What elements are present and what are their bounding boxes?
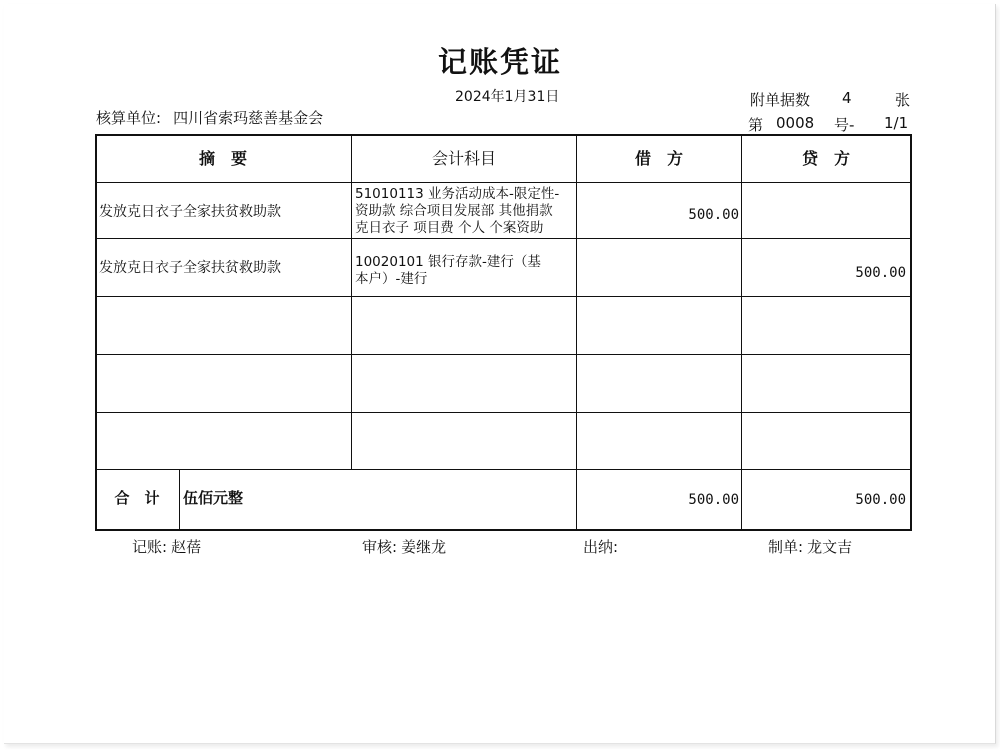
attachment-count (750, 89, 912, 109)
attachment-number: 4 (842, 89, 852, 107)
row-1-account-line: 克日衣子 项目费 个人 个案资助 (355, 220, 544, 236)
row-1-account-line: 资助款 综合项目发展部 其他捐款 (355, 203, 553, 219)
cashier (583, 536, 622, 557)
bookkeeper (132, 536, 201, 557)
accounting-unit-name: 四川省索玛慈善基金会 (173, 109, 324, 127)
total-debit: 500.00 (688, 492, 739, 508)
total-credit: 500.00 (855, 492, 906, 508)
row-2-account-line: 10020101 银行存款-建行（基 (355, 254, 541, 270)
voucher-title: 记账凭证 (437, 45, 562, 79)
bookkeeper-name: 赵蓓 (171, 538, 202, 556)
reviewer (362, 536, 446, 557)
header-debit: 借 方 (634, 149, 683, 168)
row-2-account (355, 254, 541, 288)
header-credit: 贷 方 (801, 149, 850, 168)
voucher-number (748, 114, 910, 134)
row-2-summary: 发放克日衣子全家扶贫救助款 (99, 260, 281, 276)
preparer-name: 龙文吉 (807, 538, 853, 556)
row-1-account-line: 51010113 业务活动成本-限定性- (355, 186, 560, 202)
bookkeeper-label: 记账: (132, 538, 168, 556)
row-1-debit: 500.00 (688, 207, 739, 223)
voucher-date: 2024年1月31日 (455, 89, 560, 105)
preparer (768, 536, 852, 557)
attachment-label: 附单据数 (750, 91, 811, 109)
voucher-prefix: 第 (748, 116, 764, 134)
total-label: 合 计 (114, 489, 160, 507)
accounting-unit (96, 107, 323, 128)
row-2-account-line: 本户）-建行 (355, 271, 428, 287)
voucher-page: 1/1 (884, 114, 909, 132)
row-1-account (355, 186, 559, 237)
cashier-label: 出纳: (583, 538, 619, 556)
voucher-suffix: 号- (834, 116, 855, 134)
header-summary: 摘 要 (198, 149, 247, 168)
preparer-label: 制单: (768, 538, 804, 556)
reviewer-name: 姜继龙 (401, 538, 447, 556)
reviewer-label: 审核: (362, 538, 398, 556)
accounting-unit-label: 核算单位: (96, 109, 162, 127)
total-amount-words: 伍佰元整 (183, 489, 244, 507)
row-2-credit: 500.00 (855, 265, 906, 281)
row-1-summary: 发放克日衣子全家扶贫救助款 (99, 204, 281, 220)
voucher-table (95, 134, 912, 531)
voucher-number-value: 0008 (776, 114, 815, 132)
header-account: 会计科目 (431, 149, 496, 168)
attachment-suffix: 张 (895, 91, 911, 109)
